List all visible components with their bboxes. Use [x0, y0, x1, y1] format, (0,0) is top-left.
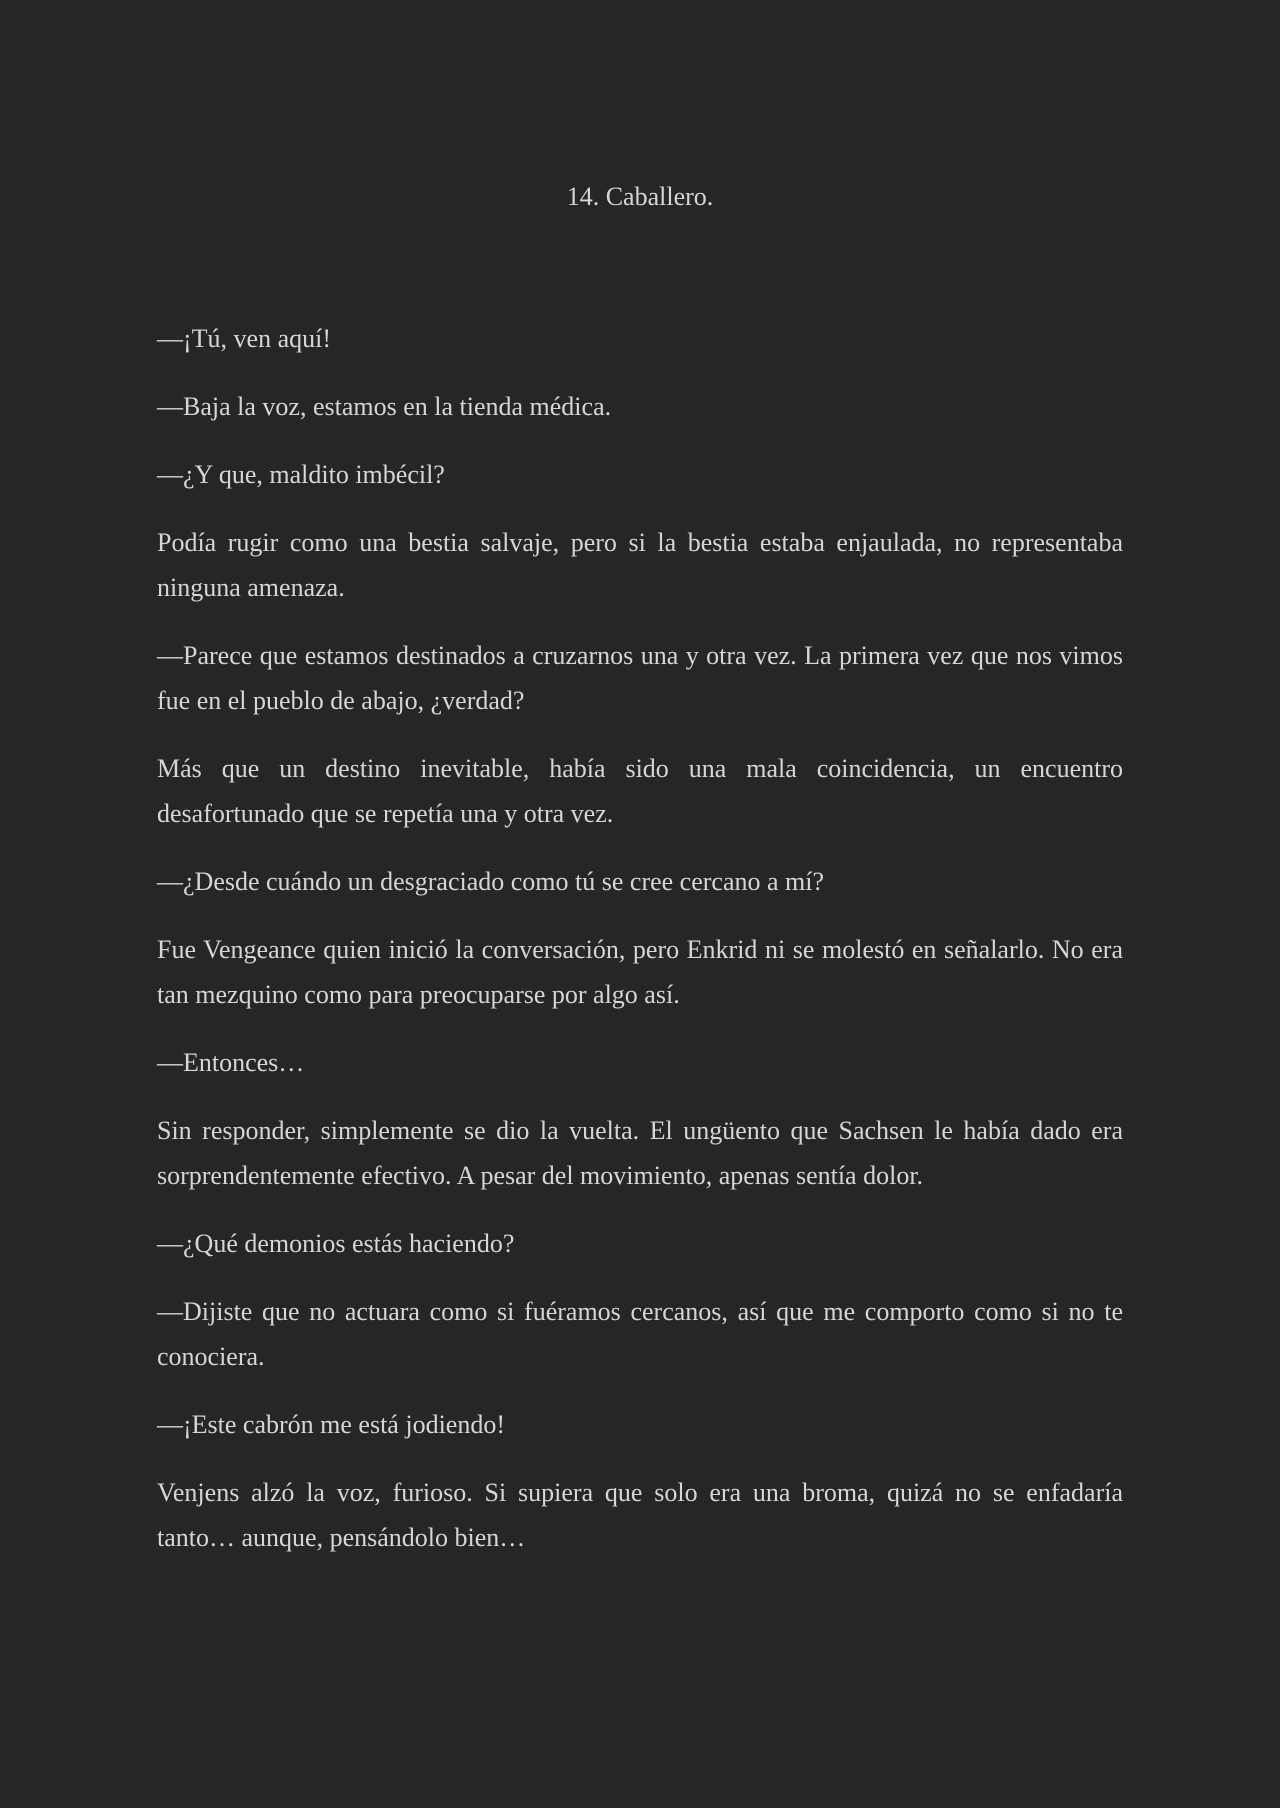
paragraph: —¿Y que, maldito imbécil?	[157, 460, 445, 489]
paragraph: —¡Tú, ven aquí!	[157, 324, 332, 353]
paragraph: Fue Vengeance quien inició la conversación, pero Enkrid ni se molestó en señalarlo. No era tan mezquino como para preocuparse por algo así.	[157, 935, 1123, 1009]
paragraph: Venjens alzó la voz, furioso. Si supiera que solo era una broma, quizá no se enfadaría tanto… aunque, pensándolo bien…	[157, 1478, 1123, 1552]
chapter-paragraphs	[157, 316, 1123, 1560]
paragraph: —Dijiste que no actuara como si fuéramos cercanos, así que me comporto como si no te conociera.	[157, 1297, 1123, 1371]
paragraph: Podía rugir como una bestia salvaje, pero si la bestia estaba enjaulada, no representaba ninguna amenaza.	[157, 528, 1123, 602]
paragraph: —¿Desde cuándo un desgraciado como tú se cree cercano a mí?	[157, 867, 825, 896]
paragraph: —¿Qué demonios estás haciendo?	[157, 1229, 515, 1258]
chapter-title: 14. Caballero.	[566, 182, 714, 211]
chapter-content	[157, 0, 1123, 1560]
paragraph: —Entonces…	[157, 1048, 305, 1077]
paragraph: —Baja la voz, estamos en la tienda médica.	[157, 392, 612, 421]
paragraph: —¡Este cabrón me está jodiendo!	[157, 1410, 505, 1439]
paragraph: Más que un destino inevitable, había sido una mala coincidencia, un encuentro desafortunado que se repetía una y otra vez.	[157, 754, 1123, 828]
paragraph: —Parece que estamos destinados a cruzarnos una y otra vez. La primera vez que nos vimos fue en el pueblo de abajo, ¿verdad?	[157, 641, 1123, 715]
paragraph: Sin responder, simplemente se dio la vuelta. El ungüento que Sachsen le había dado era sorprendentemente efectivo. A pesar del movimiento, apenas sentía dolor.	[157, 1116, 1123, 1190]
